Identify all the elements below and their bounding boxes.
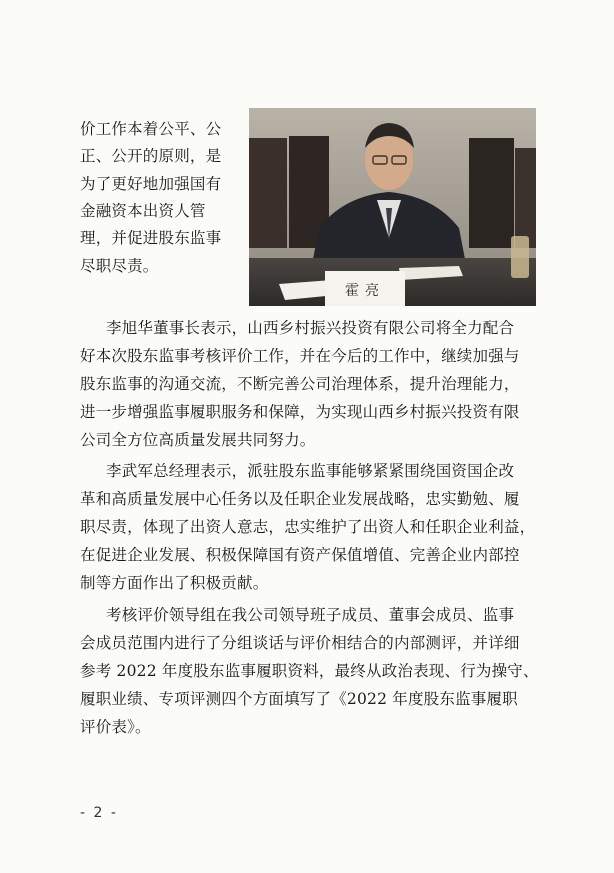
text-line: 李旭华董事长表示，山西乡村振兴投资有限公司将全力配合	[106, 319, 515, 337]
name-plate-text: 霍亮	[345, 283, 385, 299]
text-line: 革和高质量发展中心任务以及任职企业发展战略，忠实勤勉、履	[80, 490, 520, 508]
text-line: 履职业绩、专项评测四个方面填写了《2022 年度股东监事履职	[80, 690, 518, 708]
text-line: 考核评价领导组在我公司领导班子成员、董事会成员、监事	[106, 606, 515, 624]
text-line: 公司全方位高质量发展共同努力。	[80, 431, 316, 449]
text-line: 正、公开的原则，是	[80, 147, 222, 165]
meeting-photo-illustration	[249, 108, 536, 306]
text-line: 制等方面作出了积极贡献。	[80, 574, 269, 592]
text-line: 进一步增强监事履职服务和保障，为实现山西乡村振兴投资有限	[80, 403, 520, 421]
meeting-photo	[249, 108, 536, 306]
text-line: 评价表》。	[80, 718, 151, 736]
text-line: 价工作本着公平、公	[80, 120, 222, 138]
text-line: 股东监事的沟通交流，不断完善公司治理体系，提升治理能力，	[80, 375, 520, 393]
text-line: 在促进企业发展、积极保障国有资产保值增值、完善企业内部控	[80, 546, 520, 564]
text-line: 金融资本出资人管	[80, 202, 206, 220]
text-line: 李武军总经理表示，派驻股东监事能够紧紧围绕国资国企改	[106, 462, 515, 480]
text-line: 会成员范围内进行了分组谈话与评价相结合的内部测评，并详细	[80, 634, 520, 652]
page-number: - 2 -	[80, 805, 118, 821]
text-line: 好本次股东监事考核评价工作，并在今后的工作中，继续加强与	[80, 347, 520, 365]
text-line: 参考 2022 年度股东监事履职资料，最终从政治表现、行为操守、	[80, 662, 539, 680]
text-line: 尽职尽责。	[80, 257, 159, 275]
text-line: 职尽责，体现了出资人意志，忠实维护了出资人和任职企业利益，	[80, 518, 536, 536]
text-line: 理，并促进股东监事	[80, 229, 222, 247]
text-line: 为了更好地加强国有	[80, 175, 222, 193]
